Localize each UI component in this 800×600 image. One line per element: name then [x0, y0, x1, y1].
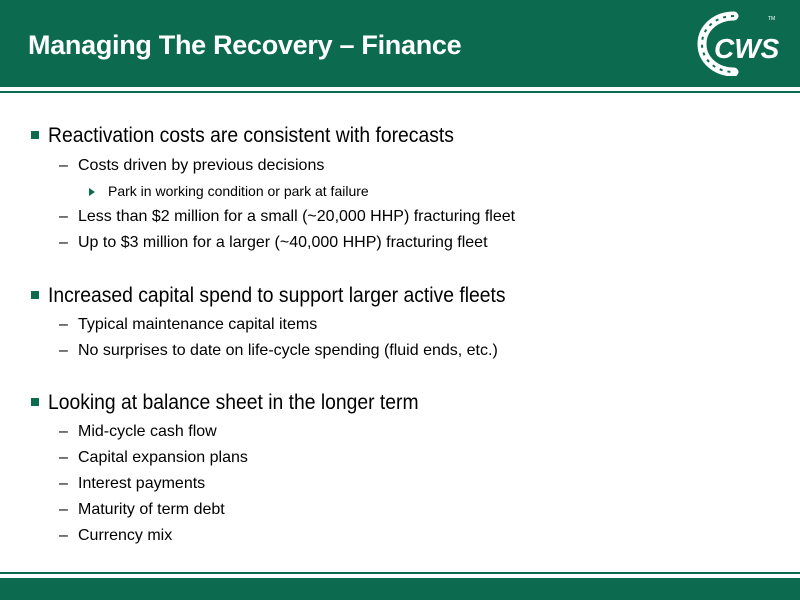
- list-item: Mid-cycle cash flow: [78, 423, 217, 440]
- arrow-bullet-icon: [89, 188, 95, 196]
- dash-bullet: –: [59, 527, 68, 544]
- footer-divider: [0, 572, 800, 574]
- section-bullet-square: [31, 291, 39, 299]
- cws-logo: [696, 10, 780, 76]
- list-item: Costs driven by previous decisions: [78, 157, 325, 174]
- list-item: Up to $3 million for a larger (~40,000 HHP) fracturing fleet: [78, 234, 488, 251]
- section-bullet-square: [31, 131, 39, 139]
- dash-bullet: –: [59, 342, 68, 359]
- header-divider: [0, 91, 800, 93]
- section-heading: Looking at balance sheet in the longer term: [48, 391, 419, 414]
- logo-trademark: TM: [768, 16, 776, 22]
- list-item: No surprises to date on life-cycle spending (fluid ends, etc.): [78, 342, 498, 359]
- list-item: Capital expansion plans: [78, 449, 248, 466]
- section-heading: Increased capital spend to support larger active fleets: [48, 284, 506, 307]
- dash-bullet: –: [59, 316, 68, 333]
- slide-footer: [0, 578, 800, 600]
- section-heading: Reactivation costs are consistent with forecasts: [48, 124, 454, 147]
- dash-bullet: –: [59, 423, 68, 440]
- section-bullet-square: [31, 398, 39, 406]
- dash-bullet: –: [59, 208, 68, 225]
- dash-bullet: –: [59, 475, 68, 492]
- list-item: Maturity of term debt: [78, 501, 225, 518]
- dash-bullet: –: [59, 157, 68, 174]
- dash-bullet: –: [59, 501, 68, 518]
- logo-text: CWS: [714, 33, 780, 64]
- list-item: Typical maintenance capital items: [78, 316, 318, 333]
- list-item: Currency mix: [78, 527, 173, 544]
- list-item: Less than $2 million for a small (~20,000 HHP) fracturing fleet: [78, 208, 516, 225]
- list-item: Interest payments: [78, 475, 206, 492]
- dash-bullet: –: [59, 449, 68, 466]
- dash-bullet: –: [59, 234, 68, 251]
- slide-title: Managing The Recovery – Finance: [28, 30, 462, 60]
- list-subitem: Park in working condition or park at failure: [108, 183, 369, 199]
